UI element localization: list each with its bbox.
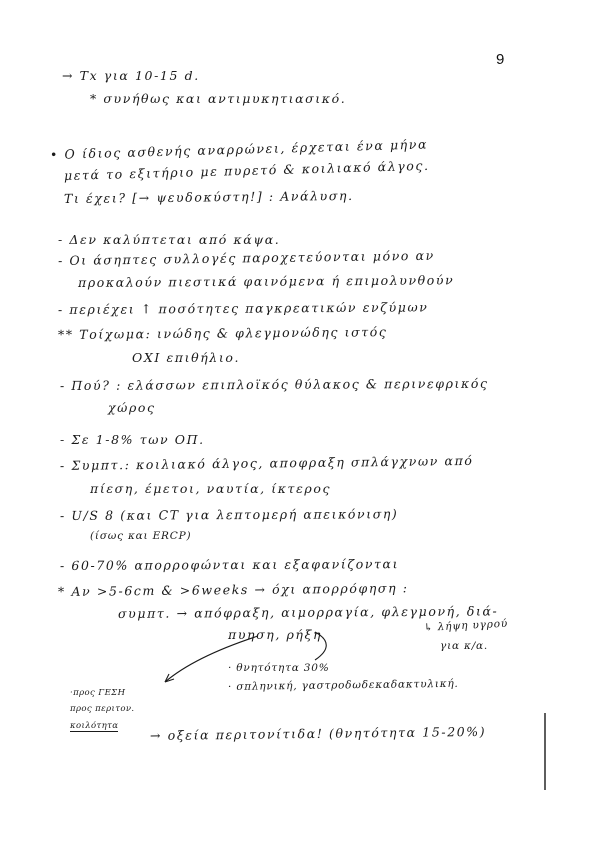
text-line-fluid-sampling-cont: για κ/α. xyxy=(440,640,489,652)
text-line-complications: συμπτ. → απόφραξη, αιμορραγία, φλεγμονή, διά- xyxy=(117,603,499,621)
text-line-size-criteria: * Αν >5-6cm & >6weeks → όχι απορρόφηση : xyxy=(57,580,409,599)
arrow-head-left xyxy=(165,674,174,682)
arrow-stroke-left xyxy=(165,636,258,682)
text-line-ercp: (ίσως και ERCP) xyxy=(90,530,192,542)
text-line-peritonitis: → οξεία περιτονίτιδα! (θνητότητα 15-20%) xyxy=(149,723,487,743)
text-line-incidence: - Σε 1-8% των ΟΠ. xyxy=(60,432,205,447)
text-line-splenic-gastroduodenal: · σπληνική, γαστροδωδεκαδακτυλική. xyxy=(227,677,459,693)
text-line-tx-duration: → Tx για 10-15 d. xyxy=(62,68,200,83)
text-line-no-capsule: - Δεν καλύπτεται από κάψα. xyxy=(58,232,281,247)
text-line-towards-peritoneum: προς περιτον. xyxy=(70,704,135,714)
text-line-aseptic-collections: - Οι άσηπτες συλλογές παροχετεύονται μόνο αν xyxy=(57,247,435,268)
page-number: 9 xyxy=(496,51,505,68)
text-line-space: χώρος xyxy=(108,400,156,415)
text-line-patient-intro: • Ο ίδιος ασθενής αναρρώνει, έρχεται ένα μήνα xyxy=(49,136,429,162)
text-line-after-discharge: μετά το εξιτήριο με πυρετό & κοιλιακό άλγος. xyxy=(63,157,430,183)
text-line-imaging: - U/S 8 (και CT για λεπτομερή απεικόνιση) xyxy=(59,506,399,523)
text-line-symptoms: - Συμπτ.: κοιλιακό άλγος, αποφραξη σπλάγχνων από xyxy=(59,452,474,473)
text-line-enzymes: - περιέχει ↑ ποσότητες παγκρεατικών ενζύμων xyxy=(57,299,429,317)
text-line-cavity: κοιλότητα xyxy=(70,721,119,731)
text-line-pressure-phenomena: προκαλούν πιεστικά φαινόμενα ή επιμολυνθούν xyxy=(77,272,455,290)
text-line-no-epithelium: ΟΧΙ επιθήλιο. xyxy=(132,350,241,365)
text-line-pseudocyst-question: Τι έχει? [→ ψευδοκύστη!] : Ανάλυση. xyxy=(63,187,354,206)
text-line-resorption: - 60-70% απορροφώνται και εξαφανίζονται xyxy=(59,556,400,573)
text-line-towards-ges: ·προς ΓΕΣΗ xyxy=(70,688,126,698)
text-line-complications-cont: πυηση, ρήξη xyxy=(228,627,323,642)
text-line-location: - Πού? : ελάσσων επιπλοϊκός θύλακος & περινεφρικός xyxy=(59,375,489,393)
text-line-fluid-sampling: ↳ λήψη υγρού xyxy=(423,617,509,634)
text-line-symptoms-cont: πίεση, έμετοι, ναυτία, ίκτερος xyxy=(90,481,332,496)
text-line-antifungal: * συνήθως και αντιμυκητιασικό. xyxy=(90,91,347,106)
text-line-wall: ** Τοίχωμα: ινώδης & φλεγμονώδης ιστός xyxy=(57,324,388,342)
text-line-mortality-30: · θνητότητα 30% xyxy=(228,662,330,674)
